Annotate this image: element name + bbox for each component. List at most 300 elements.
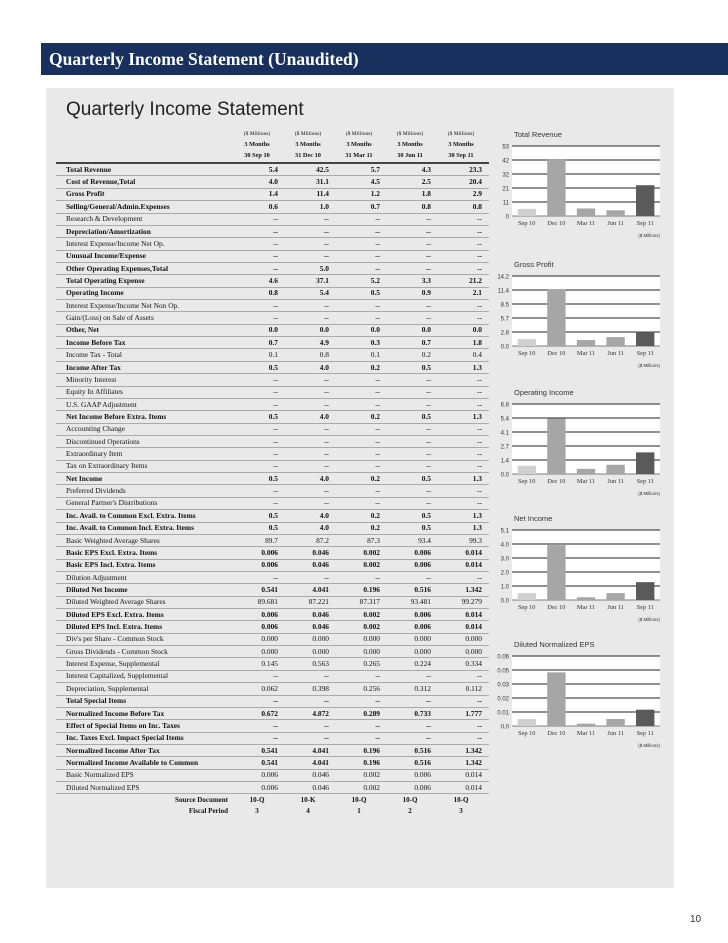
row-label: Net Income Before Extra. Items (56, 411, 234, 423)
statement-table (56, 128, 489, 817)
row-value: 0.014 (438, 782, 489, 794)
row-value: 0.265 (336, 658, 387, 670)
row-value: 1.3 (438, 361, 489, 373)
x-tick-label: Dec 10 (547, 604, 566, 611)
row-value: 0.5 (387, 411, 438, 423)
row-value: -- (234, 497, 285, 509)
row-label: Normalized Income After Tax (56, 744, 234, 756)
row-label: Interest Expense/Income Net Op. (56, 238, 234, 250)
footer-value: 2 (408, 807, 412, 816)
y-tick-label: 2.0 (500, 570, 509, 577)
table-row (56, 460, 489, 472)
row-value: 21.2 (438, 275, 489, 287)
income-statement (56, 98, 482, 817)
page-number: 10 (690, 914, 702, 925)
table-row (56, 547, 489, 559)
footer-row-sources (56, 794, 489, 806)
row-value: 1.2 (336, 188, 387, 200)
row-value: -- (234, 695, 285, 707)
row-value: 1.8 (387, 188, 438, 200)
row-value: 0.5 (234, 411, 285, 423)
row-value: 0.000 (336, 646, 387, 658)
row-value: -- (285, 670, 336, 682)
row-value: 99.3 (438, 534, 489, 546)
y-tick-label: 0.03 (497, 682, 509, 689)
row-value: -- (438, 398, 489, 410)
row-value: -- (438, 386, 489, 398)
footer-value: 3 (459, 807, 463, 816)
footer-value: 1 (357, 807, 361, 816)
header-units-cell: ($ Millions) (396, 130, 424, 137)
row-value: 4.0 (285, 510, 336, 522)
row-value: -- (285, 448, 336, 460)
row-value: -- (387, 695, 438, 707)
table-row (56, 658, 489, 670)
table-row (56, 312, 489, 324)
bar (577, 469, 595, 474)
row-value: -- (387, 448, 438, 460)
row-value: 0.5 (234, 473, 285, 485)
row-value: 0.000 (387, 646, 438, 658)
row-value: 0.002 (336, 782, 387, 794)
row-value: -- (387, 300, 438, 312)
row-value: 0.046 (285, 609, 336, 621)
row-value: -- (285, 300, 336, 312)
row-label: Diluted EPS Excl. Extra. Items (56, 609, 234, 621)
footer-value: 10-Q (402, 796, 418, 805)
row-value: 0.312 (387, 683, 438, 695)
x-tick-label: Sep 10 (518, 350, 536, 357)
table-row (56, 349, 489, 361)
row-value: 0.014 (438, 769, 489, 781)
y-tick-label: 0.06 (497, 654, 509, 661)
row-value: -- (336, 460, 387, 472)
row-label: Interest Expense/Income Net Non Op. (56, 300, 234, 312)
header-units-cell: ($ Millions) (447, 130, 475, 137)
row-value: 93.481 (387, 596, 438, 608)
footer-value: 10-Q (351, 796, 367, 805)
row-value: 0.4 (438, 349, 489, 361)
row-value: 0.046 (285, 769, 336, 781)
y-tick-label: 2.8 (500, 330, 509, 337)
header-units-cell: ($ Millions) (345, 130, 373, 137)
row-value: -- (387, 213, 438, 225)
row-value: 31.1 (285, 176, 336, 188)
header-row-units (56, 128, 489, 139)
row-label: Basic Normalized EPS (56, 769, 234, 781)
row-value: -- (387, 374, 438, 386)
y-tick-label: 14.2 (497, 274, 509, 281)
row-value: 99.279 (438, 596, 489, 608)
bar (518, 466, 536, 474)
row-value: 37.1 (285, 275, 336, 287)
table-row (56, 275, 489, 287)
row-value: 11.4 (285, 188, 336, 200)
row-value: 87.221 (285, 596, 336, 608)
statement-title: Quarterly Income Statement (66, 99, 304, 120)
table-row (56, 744, 489, 756)
row-value: -- (234, 460, 285, 472)
table-row (56, 707, 489, 719)
row-value: -- (234, 250, 285, 262)
row-value: -- (438, 695, 489, 707)
header-periods-cell: 31 Mar 11 (336, 151, 387, 163)
row-value: 0.516 (387, 584, 438, 596)
header-spacer (56, 151, 234, 163)
row-value: 0.000 (285, 646, 336, 658)
row-value: 0.8 (234, 287, 285, 299)
row-value: 5.4 (285, 287, 336, 299)
row-value: 0.006 (234, 621, 285, 633)
row-label: Effect of Special Items on Inc. Taxes (56, 720, 234, 732)
y-tick-label: 2.7 (500, 444, 509, 451)
header-months-cell: 3 Months (448, 141, 474, 149)
row-value: 0.000 (234, 633, 285, 645)
x-tick-label: Sep 11 (636, 220, 654, 227)
row-value: 87.2 (285, 534, 336, 546)
chart-1 (480, 258, 672, 386)
row-value: -- (387, 485, 438, 497)
row-value: 1.342 (438, 757, 489, 769)
y-tick-label: 6.8 (500, 402, 509, 409)
row-value: -- (234, 386, 285, 398)
table-row (56, 782, 489, 794)
table-row (56, 398, 489, 410)
table-row (56, 287, 489, 299)
row-label: Gross Profit (56, 188, 234, 200)
row-value: 0.006 (234, 769, 285, 781)
row-value: -- (438, 435, 489, 447)
row-value: 0.006 (387, 609, 438, 621)
row-label: Total Operating Expense (56, 275, 234, 287)
row-value: -- (387, 262, 438, 274)
row-label: Inc. Avail. to Common Incl. Extra. Items (56, 522, 234, 534)
row-value: -- (336, 571, 387, 583)
row-value: -- (285, 732, 336, 744)
row-value: 0.006 (234, 609, 285, 621)
row-value: -- (234, 238, 285, 250)
row-label: U.S. GAAP Adjustment (56, 398, 234, 410)
row-value: 1.3 (438, 411, 489, 423)
y-tick-label: 3.0 (500, 556, 509, 563)
y-tick-label: 8.5 (500, 302, 509, 309)
row-label: Selling/General/Admin.Expenses (56, 201, 234, 213)
bar (577, 340, 595, 346)
row-value: 0.5 (234, 361, 285, 373)
chart-0 (480, 128, 672, 256)
header-spacer (56, 128, 234, 139)
bar (606, 337, 624, 346)
x-tick-label: Sep 11 (636, 478, 654, 485)
table-row (56, 238, 489, 250)
row-value: 0.1 (336, 349, 387, 361)
row-value: 0.196 (336, 584, 387, 596)
y-tick-label: 11 (502, 200, 509, 207)
row-value: -- (438, 213, 489, 225)
chart-title: Total Revenue (514, 130, 562, 139)
row-label: Interest Expense, Supplemental (56, 658, 234, 670)
row-value: 0.014 (438, 547, 489, 559)
row-label: Inc. Avail. to Common Excl. Extra. Items (56, 510, 234, 522)
row-value: -- (336, 398, 387, 410)
bar (518, 719, 536, 726)
table-row (56, 683, 489, 695)
row-value: 0.0 (387, 324, 438, 336)
bar (547, 418, 565, 474)
table-row (56, 732, 489, 744)
row-label: Dilution Adjustment (56, 571, 234, 583)
row-value: -- (336, 732, 387, 744)
row-value: 0.000 (336, 633, 387, 645)
x-tick-label: Jun 11 (607, 478, 624, 485)
row-value: -- (336, 386, 387, 398)
row-value: -- (336, 250, 387, 262)
row-value: -- (387, 398, 438, 410)
row-value: 5.2 (336, 275, 387, 287)
table-row (56, 213, 489, 225)
row-value: 0.1 (234, 349, 285, 361)
table-row (56, 188, 489, 200)
y-tick-label: 5.7 (500, 316, 509, 323)
row-value: 0.334 (438, 658, 489, 670)
table-row (56, 448, 489, 460)
y-tick-label: 0.02 (497, 696, 509, 703)
header-periods-cell: 30 Sep 10 (234, 151, 285, 163)
row-label: Div's per Share - Common Stock (56, 633, 234, 645)
bar (547, 545, 565, 600)
footer-value: 3 (255, 807, 259, 816)
row-label: Other, Net (56, 324, 234, 336)
chart-3 (480, 512, 672, 640)
row-label: Preferred Dividends (56, 485, 234, 497)
row-value: 1.0 (285, 201, 336, 213)
table-row (56, 522, 489, 534)
row-value: -- (336, 497, 387, 509)
footer-row-fiscal (56, 806, 489, 817)
row-label: Accounting Change (56, 423, 234, 435)
row-value: -- (387, 386, 438, 398)
row-value: 0.046 (285, 621, 336, 633)
row-value: -- (285, 225, 336, 237)
chart-title: Diluted Normalized EPS (514, 640, 595, 649)
row-value: -- (438, 571, 489, 583)
table-row (56, 485, 489, 497)
row-label: Other Operating Expenses,Total (56, 262, 234, 274)
row-value: 0.224 (387, 658, 438, 670)
page-banner (41, 43, 728, 75)
row-value: -- (336, 435, 387, 447)
banner-title: Quarterly Income Statement (Unaudited) (49, 49, 359, 69)
unit-label: ($ Millions) (638, 233, 660, 238)
row-value: -- (285, 374, 336, 386)
row-value: -- (234, 732, 285, 744)
y-tick-label: 0.01 (497, 710, 509, 717)
row-label: Basic EPS Incl. Extra. Items (56, 559, 234, 571)
row-value: 0.5 (336, 287, 387, 299)
bar (636, 332, 654, 346)
row-value: 0.5 (387, 473, 438, 485)
row-value: -- (285, 238, 336, 250)
row-value: -- (234, 720, 285, 732)
chart-title: Net Income (514, 514, 553, 523)
y-tick-label: 42 (502, 158, 509, 165)
row-value: 0.112 (438, 683, 489, 695)
row-label: Cost of Revenue,Total (56, 176, 234, 188)
bar (518, 209, 536, 216)
row-value: 0.000 (438, 633, 489, 645)
row-value: 0.256 (336, 683, 387, 695)
row-value: 4.041 (285, 584, 336, 596)
row-value: 0.000 (387, 633, 438, 645)
y-tick-label: 0.0 (500, 472, 509, 479)
header-months-cell: 3 Months (244, 141, 270, 149)
row-value: 4.041 (285, 744, 336, 756)
row-value: 0.5 (234, 510, 285, 522)
row-value: -- (234, 262, 285, 274)
row-value: 5.4 (234, 163, 285, 176)
header-units-cell: ($ Millions) (294, 130, 322, 137)
row-label: Basic EPS Excl. Extra. Items (56, 547, 234, 559)
row-value: -- (438, 423, 489, 435)
row-value: -- (234, 423, 285, 435)
row-value: 1.777 (438, 707, 489, 719)
x-tick-label: Sep 10 (518, 604, 536, 611)
table-row (56, 300, 489, 312)
row-value: -- (336, 225, 387, 237)
row-value: 0.672 (234, 707, 285, 719)
x-tick-label: Mar 11 (576, 350, 596, 357)
row-value: 0.002 (336, 621, 387, 633)
y-tick-label: 0.0 (500, 598, 509, 605)
chart-2 (480, 386, 672, 514)
table-row (56, 361, 489, 373)
table-row (56, 633, 489, 645)
table-row (56, 559, 489, 571)
bar (606, 593, 624, 600)
row-value: -- (336, 423, 387, 435)
row-value: 0.2 (387, 349, 438, 361)
row-label: Inc. Taxes Excl. Impact Special Items (56, 732, 234, 744)
x-tick-label: Sep 11 (636, 730, 654, 737)
row-value: 0.0 (285, 324, 336, 336)
row-value: -- (438, 497, 489, 509)
row-value: 0.8 (285, 349, 336, 361)
row-label: Tax on Extraordinary Items (56, 460, 234, 472)
row-value: 0.006 (387, 782, 438, 794)
row-value: 0.8 (387, 201, 438, 213)
row-value: 0.014 (438, 621, 489, 633)
table-row (56, 411, 489, 423)
footer-value: 10-Q (249, 796, 265, 805)
row-value: 23.3 (438, 163, 489, 176)
row-value: -- (285, 250, 336, 262)
x-tick-label: Mar 11 (576, 478, 596, 485)
y-tick-label: 0 (505, 214, 509, 221)
row-value: 42.5 (285, 163, 336, 176)
row-label: Interest Capitalized, Supplemental (56, 670, 234, 682)
footer-value: 10-K (300, 796, 316, 805)
row-value: 0.2 (336, 473, 387, 485)
row-value: 0.046 (285, 559, 336, 571)
row-value: -- (285, 213, 336, 225)
row-value: 0.006 (234, 559, 285, 571)
row-value: -- (336, 238, 387, 250)
x-tick-label: Dec 10 (547, 478, 566, 485)
table-row (56, 386, 489, 398)
row-value: -- (387, 497, 438, 509)
row-value: 0.2 (336, 522, 387, 534)
bar (577, 208, 595, 216)
table-row (56, 201, 489, 213)
row-value: 0.8 (438, 201, 489, 213)
row-value: 4.0 (285, 473, 336, 485)
row-value: 1.8 (438, 337, 489, 349)
table-row (56, 250, 489, 262)
row-value: 0.541 (234, 584, 285, 596)
bar (577, 597, 595, 600)
row-value: -- (285, 423, 336, 435)
row-value: 0.541 (234, 744, 285, 756)
unit-label: ($ Millions) (638, 491, 660, 496)
chart-4 (480, 638, 672, 766)
row-value: -- (285, 435, 336, 447)
row-value: 4.3 (387, 163, 438, 176)
row-value: -- (438, 448, 489, 460)
header-periods-cell: 30 Sep 11 (438, 151, 489, 163)
row-value: -- (336, 312, 387, 324)
bar (636, 185, 654, 216)
row-label: General Partner's Distributions (56, 497, 234, 509)
row-value: 0.2 (336, 361, 387, 373)
row-value: -- (387, 571, 438, 583)
row-value: -- (438, 250, 489, 262)
footer-label: Fiscal Period (188, 807, 228, 816)
table-row (56, 695, 489, 707)
unit-label: ($ Millions) (638, 743, 660, 748)
row-value: -- (234, 312, 285, 324)
bar (636, 582, 654, 600)
row-value: -- (438, 485, 489, 497)
row-value: 0.006 (387, 559, 438, 571)
y-tick-label: 1.0 (500, 584, 509, 591)
row-label: Depreciation/Amortization (56, 225, 234, 237)
bar (636, 452, 654, 474)
header-periods-cell: 31 Dec 10 (285, 151, 336, 163)
row-value: 0.062 (234, 683, 285, 695)
table-row (56, 176, 489, 188)
table-row (56, 609, 489, 621)
table-row (56, 670, 489, 682)
row-value: 0.541 (234, 757, 285, 769)
x-tick-label: Jun 11 (607, 604, 624, 611)
row-value: 0.006 (234, 782, 285, 794)
x-tick-label: Mar 11 (576, 220, 596, 227)
bar (606, 465, 624, 474)
row-value: -- (336, 485, 387, 497)
table-row (56, 571, 489, 583)
row-value: -- (234, 225, 285, 237)
row-label: Total Revenue (56, 163, 234, 176)
row-value: -- (387, 238, 438, 250)
row-label: Diluted EPS Incl. Extra. Items (56, 621, 234, 633)
row-value: 4.9 (285, 337, 336, 349)
row-value: -- (438, 732, 489, 744)
row-value: 0.000 (234, 646, 285, 658)
row-value: 3.3 (387, 275, 438, 287)
row-value: 0.014 (438, 559, 489, 571)
row-label: Income Before Tax (56, 337, 234, 349)
row-value: -- (234, 398, 285, 410)
